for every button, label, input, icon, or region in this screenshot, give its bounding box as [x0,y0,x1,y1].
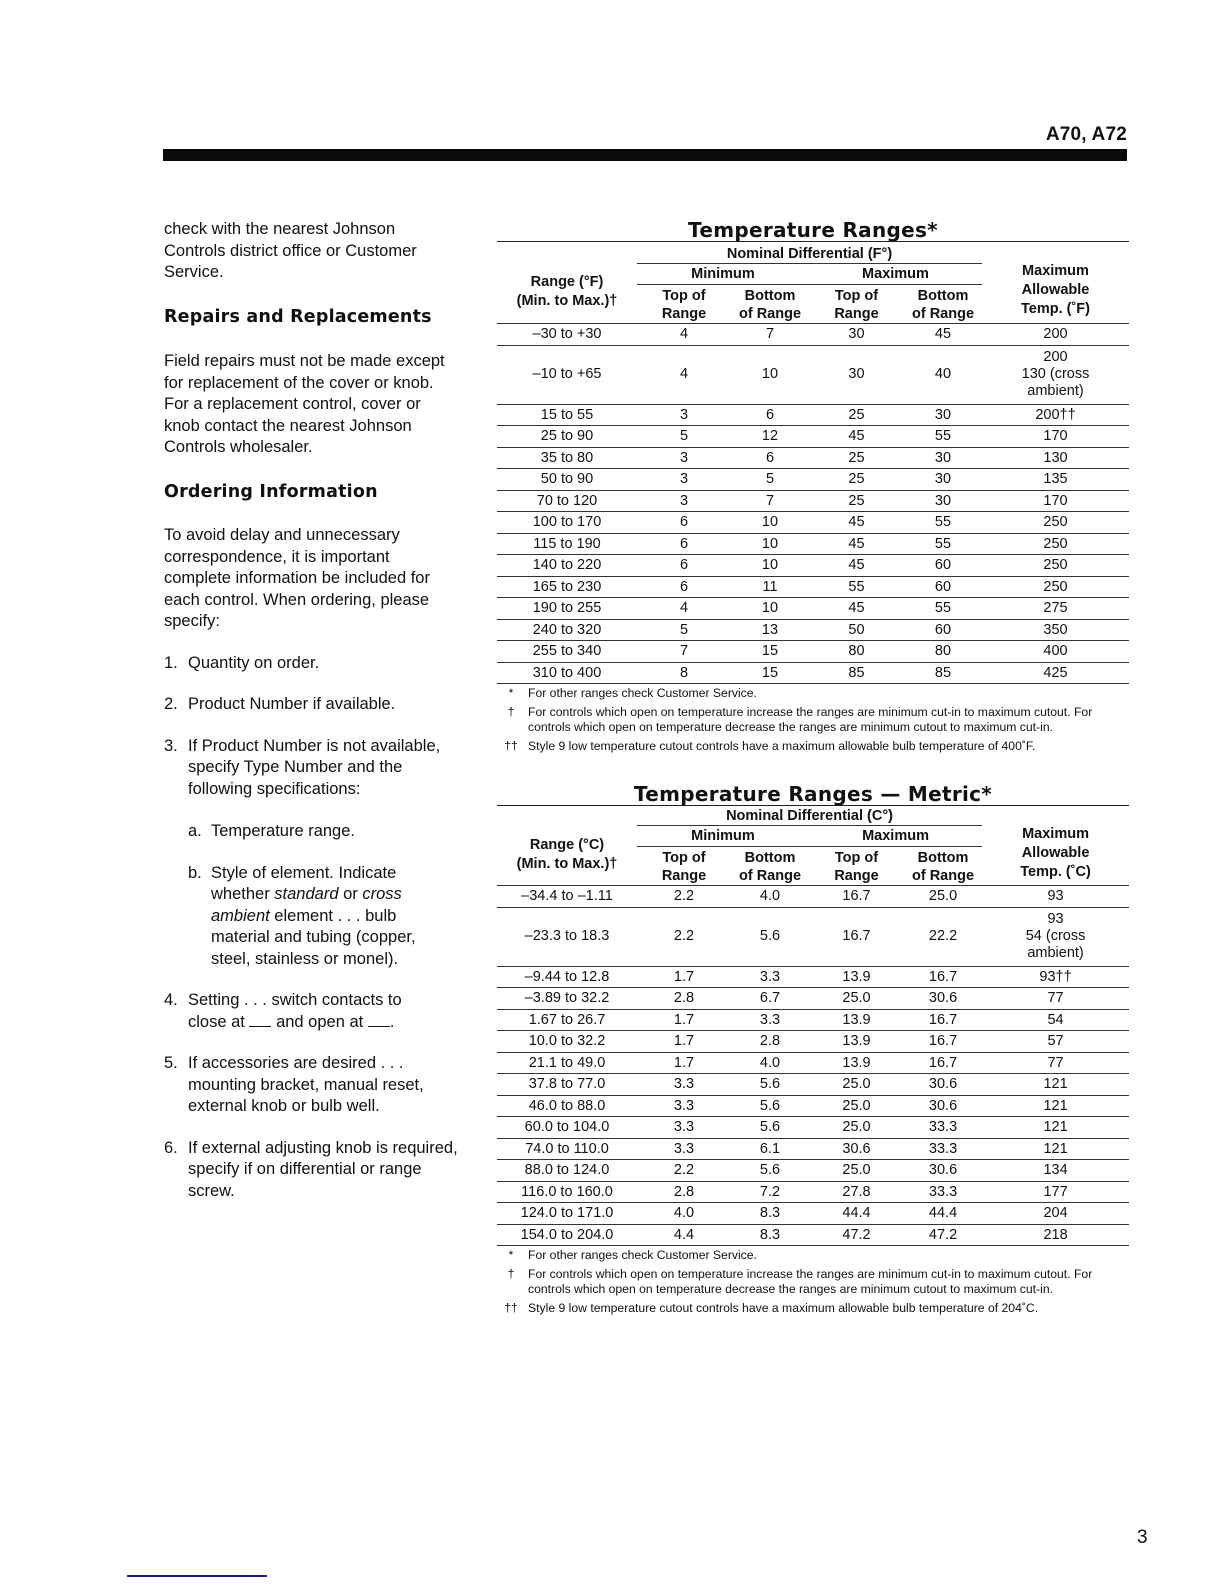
header-rule [163,149,1127,161]
footnote-double-dagger: †† Style 9 low temperature cutout controls have a maximum allowable bulb temperature of 204˚C. [504,1301,1039,1315]
table-row: 88.0 to 124.0 2.2 5.6 25.0 30.6 134 [497,1160,1129,1182]
intro-paragraph: check with the nearest Johnson Controls district office or Customer Service. [164,220,417,281]
table-row: –9.44 to 12.8 1.7 3.3 13.9 16.7 93†† [497,966,1129,988]
range-header: Range (°C) (Min. to Max.)† [497,806,637,886]
left-column [164,219,474,1202]
max-allowable-header: Maximum Allowable Temp. (˚F) [982,242,1129,324]
maximum-header: Maximum [809,264,982,285]
table-row: –10 to +65 4 10 30 40 200 130 (cross ambient) [497,345,1129,404]
ordering-item-6: 6. If external adjusting knob is required, specify if on differential or range screw. [164,1138,458,1200]
table-row: 115 to 190 6 10 45 55 250 [497,533,1129,555]
close-at-blank [249,1012,271,1027]
temperature-ranges-metric-section [497,783,1129,1320]
table-row: –34.4 to –1.11 2.2 4.0 16.7 25.0 93 [497,886,1129,908]
open-at-blank [368,1012,390,1027]
table-row: 46.0 to 88.0 3.3 5.6 25.0 30.6 121 [497,1095,1129,1117]
max-top-header: Top of Range [834,850,879,884]
min-top-header: Top of Range [661,850,707,884]
max-allowable-header: Maximum Allowable Temp. (˚C) [982,806,1129,886]
table-row: 165 to 230 6 11 55 60 250 [497,576,1129,598]
max-bottom-header: Bottom of Range [911,288,975,322]
table-row: 60.0 to 104.0 3.3 5.6 25.0 33.3 121 [497,1117,1129,1139]
min-bottom-header: Bottom of Range [738,850,802,884]
ordering-subitem-b: b. Style of element. Indicate whether standard or cross ambient element . . . bulb material and tubing (copper, steel, stainless or monel). [188,863,416,968]
table-row: 35 to 80 3 6 25 30 130 [497,447,1129,469]
minimum-header: Minimum [637,264,809,285]
table-row: 124.0 to 171.0 4.0 8.3 44.4 44.4 204 [497,1203,1129,1225]
temperature-ranges-metric-table [497,805,1129,1246]
min-bottom-header: Bottom of Range [738,288,802,322]
ordering-paragraph: To avoid delay and unnecessary correspondence, it is important complete information be included for each control. When ordering, please specify: [164,526,430,630]
ordering-item-2: 2. Product Number if available. [164,695,396,713]
max-allowable-multiline: 93 54 (cross ambient) [1025,911,1086,961]
table-row: 21.1 to 49.0 1.7 4.0 13.9 16.7 77 [497,1052,1129,1074]
page-number: 3 [1137,1527,1148,1548]
table-row: 190 to 255 4 10 45 55 275 [497,598,1129,620]
table-row: 154.0 to 204.0 4.4 8.3 47.2 47.2 218 [497,1224,1129,1246]
table-row: 50 to 90 3 5 25 30 135 [497,469,1129,491]
table-row: –3.89 to 32.2 2.8 6.7 25.0 30.6 77 [497,988,1129,1010]
ordering-item-4: 4. Setting . . . switch contacts to close at and open at . [164,991,402,1031]
ordering-heading: Ordering Information [164,481,378,502]
table-row: 37.8 to 77.0 3.3 5.6 25.0 30.6 121 [497,1074,1129,1096]
min-top-header: Top of Range [661,288,707,322]
table-row: 70 to 120 3 7 25 30 170 [497,490,1129,512]
table-c-footnotes [497,1248,1129,1316]
maximum-header: Maximum [809,826,982,847]
table-row: 25 to 90 5 12 45 55 170 [497,426,1129,448]
footnote-double-dagger: †† Style 9 low temperature cutout controls have a maximum allowable bulb temperature of 400˚F. [504,739,1036,753]
table-row: 100 to 170 6 10 45 55 250 [497,512,1129,534]
range-header: Range (°F) (Min. to Max.)† [497,242,637,324]
table-row: 15 to 55 3 6 25 30 200†† [497,404,1129,426]
ordering-item-1: 1. Quantity on order. [164,653,320,672]
minimum-header: Minimum [637,826,809,847]
footnote-dagger: † For controls which open on temperature increase the ranges are minimum cut-in to maximum cutout. For controls which open on temperature decrease the ranges are minimum cutout to maximum cut-in. [507,1267,1093,1296]
footnote-asterisk: * For other ranges check Customer Service. [508,686,757,700]
footnote-dagger: † For controls which open on temperature increase the ranges are minimum cut-in to maximum cutout. For controls which open on temperature decrease the ranges are minimum cutout to maximum cut-in. [507,705,1093,734]
repairs-heading: Repairs and Replacements [164,306,432,327]
temperature-ranges-f-section [497,219,1129,758]
table-row: 310 to 400 8 15 85 85 425 [497,662,1129,684]
footer-rule [127,1575,267,1577]
table-row: 255 to 340 7 15 80 80 400 [497,641,1129,663]
table-row: –23.3 to 18.3 2.2 5.6 16.7 22.2 93 54 (cross ambient) [497,907,1129,966]
table-c-title: Temperature Ranges — Metric* [633,782,993,806]
max-allowable-multiline: 200 130 (cross ambient) [1021,349,1090,399]
table-row: 140 to 220 6 10 45 60 250 [497,555,1129,577]
max-top-header: Top of Range [834,288,879,322]
ordering-subitem-a: a. Temperature range. [188,822,355,840]
table-row: –30 to +30 4 7 30 45 200 [497,324,1129,346]
table-row: 116.0 to 160.0 2.8 7.2 27.8 33.3 177 [497,1181,1129,1203]
table-f-title: Temperature Ranges* [688,218,938,242]
table-row: 10.0 to 32.2 1.7 2.8 13.9 16.7 57 [497,1031,1129,1053]
nominal-differential-header: Nominal Differential (C°) [637,806,982,827]
max-bottom-header: Bottom of Range [912,850,975,884]
table-row: 240 to 320 5 13 50 60 350 [497,619,1129,641]
nominal-differential-header: Nominal Differential (F°) [637,242,982,265]
temperature-ranges-f-table [497,241,1129,684]
table-f-footnotes [497,686,1129,754]
document-model-code: A70, A72 [1045,124,1127,145]
ordering-item-5: 5. If accessories are desired . . . mounting bracket, manual reset, external knob or bulb well. [164,1054,424,1115]
table-row: 74.0 to 110.0 3.3 6.1 30.6 33.3 121 [497,1138,1129,1160]
footnote-asterisk: * For other ranges check Customer Service. [508,1248,757,1262]
ordering-item-3: 3. If Product Number is not available, specify Type Number and the following specifications: [164,736,441,798]
table-row: 1.67 to 26.7 1.7 3.3 13.9 16.7 54 [497,1009,1129,1031]
repairs-paragraph: Field repairs must not be made except for replacement of the cover or knob. For a replacement control, cover or knob contact the nearest Johnson Controls wholesaler. [164,352,445,456]
